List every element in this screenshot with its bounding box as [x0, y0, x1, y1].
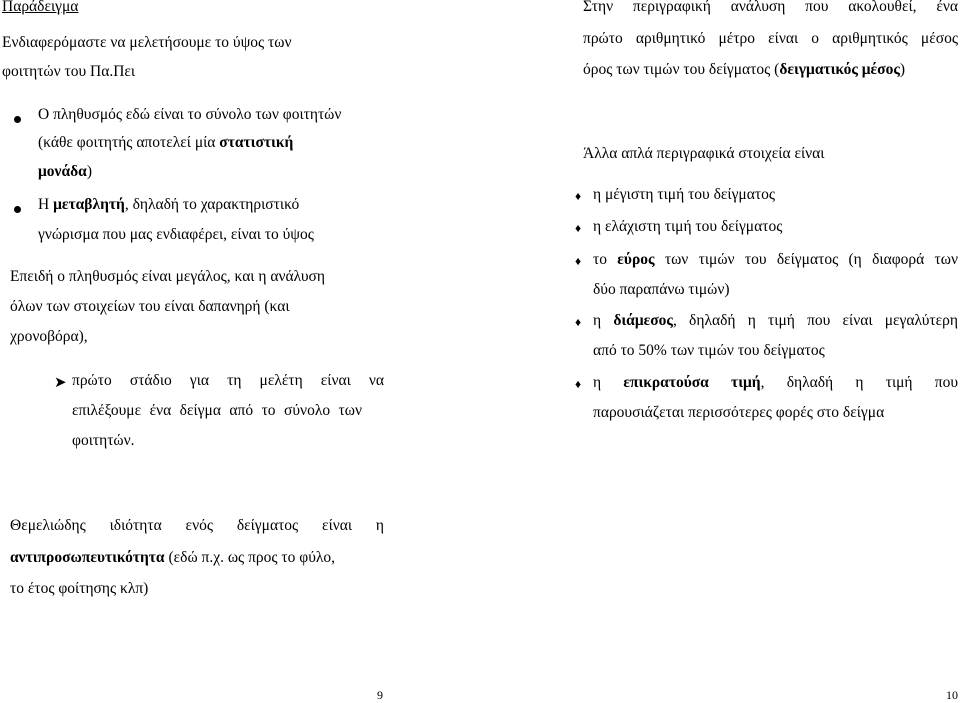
right-item3-line2: δύο παραπάνω τιμών): [593, 281, 730, 298]
bottom-line3: το έτος φοίτησης κλπ): [10, 580, 149, 597]
arrow-bullet-icon: ➤: [54, 375, 67, 391]
left-para-line1: Επειδή ο πληθυσμός είναι μεγάλος, και η ανάλυση: [10, 268, 325, 285]
left-intro-line2: φοιτητών του Πα.Πει: [2, 63, 136, 80]
arrow-line1: πρώτο στάδιο για τη μελέτη είναι να: [72, 372, 384, 389]
right-intro-line3: όρος των τιμών του δείγματος (δειγματικός μέσος): [583, 61, 906, 78]
right-item4-line2: από το 50% των τιμών του δείγματος: [593, 342, 825, 359]
right-item3-line1: το εύρος των τιμών του δείγματος (η διαφορά των: [593, 251, 958, 268]
right-intro-line1: Στην περιγραφική ανάλυση που ακολουθεί, ένα: [583, 0, 958, 15]
bottom-line2: αντιπροσωπευτικότητα (εδώ π.χ. ως προς το φύλο,: [10, 549, 336, 566]
arrow-line2: επιλέξουμε ένα δείγμα από το σύνολο των: [72, 402, 362, 419]
diamond-bullet-icon: ♦: [575, 315, 582, 329]
bullet1-line2: (κάθε φοιτητής αποτελεί μία στατιστική: [38, 134, 294, 151]
arrow-line3: φοιτητών.: [72, 432, 135, 449]
diamond-bullet-icon: ♦: [575, 254, 582, 268]
bullet-dot-icon: [14, 116, 21, 123]
left-para-line2: όλων των στοιχείων του είναι δαπανηρή (και: [10, 298, 290, 315]
bullet1-line1: Ο πληθυσμός εδώ είναι το σύνολο των φοιτητών: [38, 106, 342, 123]
diamond-bullet-icon: ♦: [575, 377, 582, 391]
bullet2-line1: Η μεταβλητή, δηλαδή το χαρακτηριστικό: [38, 196, 300, 213]
bottom-line1: Θεμελιώδης ιδιότητα ενός δείγματος είναι η: [10, 517, 384, 534]
bullet1-line3: μονάδα): [38, 163, 92, 180]
example-label: Παράδειγμα: [2, 0, 79, 15]
left-intro-line1: Ενδιαφερόμαστε να μελετήσουμε το ύψος των: [2, 34, 292, 51]
diamond-bullet-icon: ♦: [575, 189, 582, 203]
bullet2-line2: γνώρισμα που μας ενδιαφέρει, είναι το ύψος: [38, 226, 314, 243]
page-number-left: 9: [377, 688, 383, 702]
bullet-dot-icon: [14, 206, 21, 213]
right-item4-line1: η διάμεσος, δηλαδή η τιμή που είναι μεγαλύτερη: [593, 312, 958, 329]
page-number-right: 10: [946, 688, 958, 702]
left-para-line3: χρονοβόρα),: [10, 328, 88, 345]
right-item5-line1: η επικρατούσα τιμή, δηλαδή η τιμή που: [593, 374, 959, 391]
diamond-bullet-icon: ♦: [575, 221, 582, 235]
right-intro-line2: πρώτο αριθμητικό μέτρο είναι ο αριθμητικός μέσος: [583, 30, 958, 47]
right-item1: η μέγιστη τιμή του δείγματος: [593, 186, 775, 203]
right-item2: η ελάχιστη τιμή του δείγματος: [593, 218, 783, 235]
right-other-label: Άλλα απλά περιγραφικά στοιχεία είναι: [583, 145, 825, 162]
right-item5-line2: παρουσιάζεται περισσότερες φορές στο δείγμα: [593, 404, 885, 421]
